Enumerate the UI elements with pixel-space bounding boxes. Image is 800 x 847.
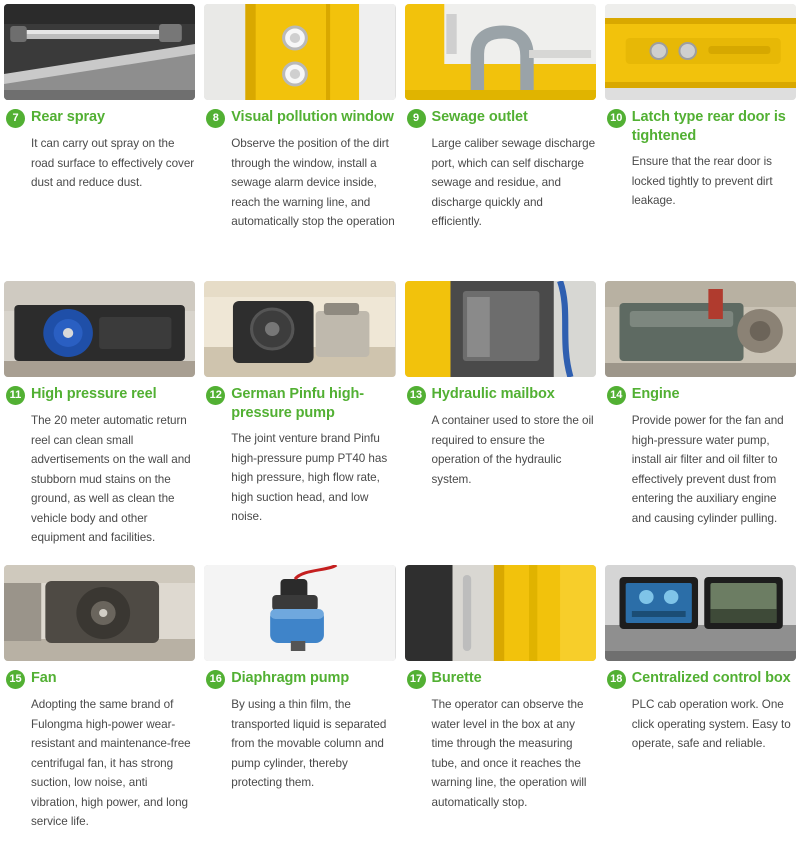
card-title: Latch type rear door is tightened <box>631 109 786 144</box>
card-description: The operator can observe the water level in the box at any time through the measuring tube, and once it reaches the warning line, the operation will automatically stop. <box>431 698 587 809</box>
badge-number: 18 <box>607 670 626 689</box>
card-description: By using a thin film, the transported liquid is separated from the movable column and pump cylinder, thereby protecting them. <box>231 698 387 789</box>
card-header <box>4 669 195 689</box>
card-header <box>605 669 796 689</box>
card-description: The 20 meter automatic return reel can clean small advertisements on the wall and stubborn mud stains on the ground, as well as clean the vehicle body and other equipment and facilities. <box>31 414 191 544</box>
card-title: Engine <box>631 386 680 402</box>
card-header <box>405 108 596 128</box>
feature-card-visual-pollution-window <box>204 4 395 277</box>
card-title: Visual pollution window <box>231 109 394 125</box>
feature-card-burette <box>405 565 596 847</box>
badge-number: 11 <box>6 386 25 405</box>
card-header <box>405 385 596 405</box>
latch-type-rear-door-photo <box>605 4 796 100</box>
german-pinfu-pump-photo <box>204 281 395 377</box>
visual-pollution-window-photo <box>204 4 395 100</box>
card-title: Burette <box>431 670 482 686</box>
badge-number: 16 <box>206 670 225 689</box>
card-header <box>605 108 796 146</box>
card-header <box>204 669 395 689</box>
card-description: Large caliber sewage discharge port, which can self discharge sewage and residue, and discharge quickly and efficiently. <box>431 137 596 228</box>
rear-spray-photo <box>4 4 195 100</box>
card-description: PLC cab operation work. One click operating system. Easy to operate, safe and reliable. <box>631 698 791 750</box>
feature-card-german-pinfu-pump <box>204 281 395 561</box>
card-description: Observe the position of the dirt through the window, install a sewage alarm device inside, reach the warning line, and automatically stop the operation <box>231 137 395 228</box>
feature-card-centralized-control-box <box>605 565 796 847</box>
diaphragm-pump-photo <box>204 565 395 661</box>
badge-number: 15 <box>6 670 25 689</box>
badge-number: 12 <box>206 386 225 405</box>
feature-card-high-pressure-reel <box>4 281 195 561</box>
card-description: Provide power for the fan and high-pressure water pump, install air filter and oil filter to effectively prevent dust from entering the auxiliary engine and causing cylinder pulling. <box>631 414 784 525</box>
high-pressure-reel-photo <box>4 281 195 377</box>
card-description: A container used to store the oil required to ensure the operation of the hydraulic system. <box>431 414 594 486</box>
badge-number: 14 <box>607 386 626 405</box>
card-description: It can carry out spray on the road surface to effectively cover dust and reduce dust. <box>31 137 195 189</box>
card-title: Fan <box>31 670 57 686</box>
card-description: Ensure that the rear door is locked tightly to prevent dirt leakage. <box>631 155 773 207</box>
feature-card-sewage-outlet <box>405 4 596 277</box>
engine-photo <box>605 281 796 377</box>
sewage-outlet-photo <box>405 4 596 100</box>
badge-number: 8 <box>206 109 225 128</box>
card-description: The joint venture brand Pinfu high-pressure pump PT40 has high pressure, high flow rate, high suction head, and low noise. <box>231 432 388 523</box>
card-title: Diaphragm pump <box>231 670 350 686</box>
burette-photo <box>405 565 596 661</box>
feature-card-latch-type-rear-door <box>605 4 796 277</box>
badge-number: 13 <box>407 386 426 405</box>
card-title: German Pinfu high-pressure pump <box>231 386 364 421</box>
card-header <box>405 669 596 689</box>
badge-number: 7 <box>6 109 25 128</box>
card-title: Rear spray <box>31 109 105 125</box>
card-header <box>4 385 195 405</box>
centralized-control-box-photo <box>605 565 796 661</box>
card-title: High pressure reel <box>31 386 157 402</box>
card-header <box>4 108 195 128</box>
card-description: Adopting the same brand of Fulongma high-power wear-resistant and maintenance-free centrifugal fan, it has strong suction, low noise, anti vibration, high power, and long service life. <box>31 698 191 828</box>
badge-number: 17 <box>407 670 426 689</box>
feature-card-hydraulic-mailbox <box>405 281 596 561</box>
badge-number: 9 <box>407 109 426 128</box>
card-header <box>204 108 395 128</box>
feature-card-engine <box>605 281 796 561</box>
hydraulic-mailbox-photo <box>405 281 596 377</box>
feature-card-diaphragm-pump <box>204 565 395 847</box>
fan-photo <box>4 565 195 661</box>
feature-card-rear-spray <box>4 4 195 277</box>
card-title: Hydraulic mailbox <box>431 386 555 402</box>
card-header <box>605 385 796 405</box>
badge-number: 10 <box>607 109 626 128</box>
card-title: Centralized control box <box>631 670 791 686</box>
card-title: Sewage outlet <box>431 109 528 125</box>
feature-card-fan <box>4 565 195 847</box>
card-header <box>204 385 395 423</box>
